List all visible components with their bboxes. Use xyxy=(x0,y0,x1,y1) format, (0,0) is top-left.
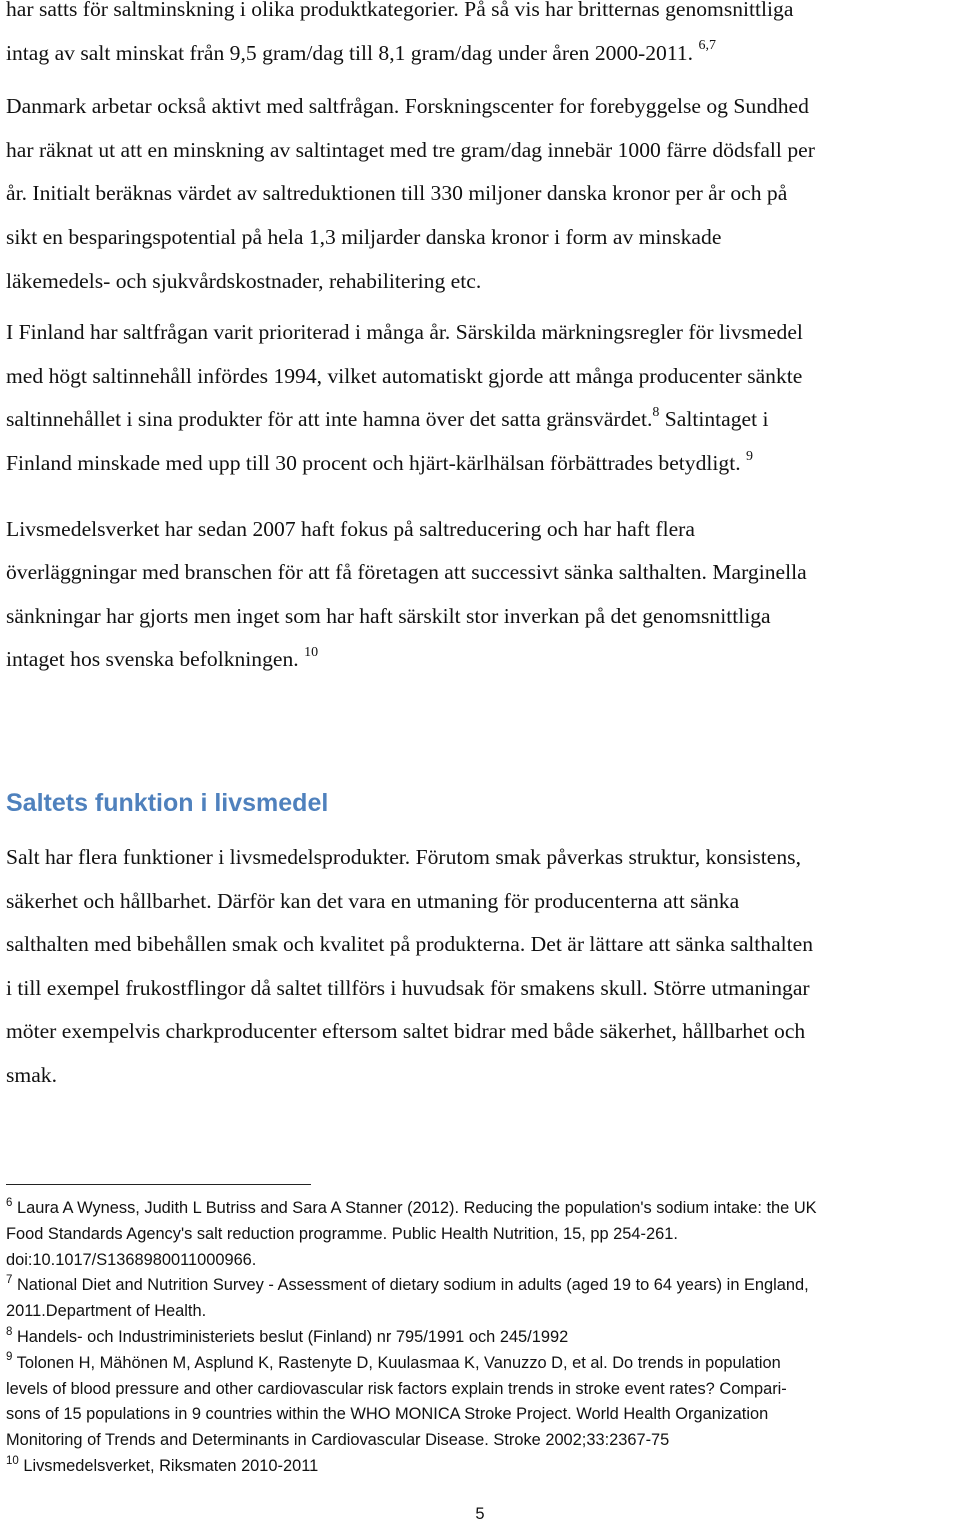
text-line: Livsmedelsverket har sedan 2007 haft fokus på saltreducering och har haft flera xyxy=(6,516,695,541)
footnote-line: Monitoring of Trends and Determinants in Cardiovascular Disease. Stroke 2002;33:2367-75 xyxy=(6,1431,670,1450)
footnote-line: levels of blood pressure and other cardiovascular risk factors explain trends in stroke event rates? Compari- xyxy=(6,1379,787,1398)
text-line-content: intag av salt minskat från 9,5 gram/dag till 8,1 gram/dag under åren 2000-2011. xyxy=(6,40,694,65)
text-line: läkemedels- och sjukvårdskostnader, rehabilitering etc. xyxy=(6,268,482,293)
text-line: Salt har flera funktioner i livsmedelsprodukter. Förutom smak påverkas struktur, konsistens, xyxy=(6,844,801,869)
text-line: smak. xyxy=(6,1062,57,1087)
footnote-line: Food Standards Agency's salt reduction programme. Public Health Nutrition, 15, pp 254-261. xyxy=(6,1224,678,1243)
footnote-line xyxy=(6,1196,956,1222)
footnote-line xyxy=(6,1454,956,1480)
text-line: Danmark arbetar också aktivt med saltfrågan. Forskningscenter for forebyggelse og Sundhed xyxy=(6,94,809,119)
footnote-line xyxy=(6,1351,956,1377)
text-line xyxy=(6,32,956,76)
paragraph-denmark xyxy=(6,85,956,303)
footnote-ref-8[interactable]: 8 xyxy=(652,405,660,421)
footnote-7 xyxy=(6,1273,956,1325)
footnote-line: sons of 15 populations in 9 countries within the WHO MONICA Stroke Project. World Health Organization xyxy=(6,1405,769,1424)
footnote-line xyxy=(6,1325,956,1351)
footnote-number: 10 xyxy=(6,1454,19,1467)
paragraph-salt-function xyxy=(6,836,956,1098)
footnote-text: Handels- och Industriministeriets beslut (Finland) nr 795/1991 och 245/1992 xyxy=(16,1327,569,1346)
text-line xyxy=(6,638,956,682)
text-line-content: saltinnehållet i sina produkter för att inte hamna över det satta gränsvärdet. xyxy=(6,407,653,432)
text-line: salthalten med bibehållen smak och kvalitet på produkterna. Det är lättare att sänka salthalten xyxy=(6,932,814,957)
text-line: säkerhet och hållbarhet. Därför kan det vara en utmaning för producenterna att sänka xyxy=(6,888,740,913)
footnote-text: Laura A Wyness, Judith L Butriss and Sara A Stanner (2012). Reducing the population's sodium intake: the UK xyxy=(16,1199,817,1217)
text-line: i till exempel frukostflingor då saltet tillförs i huvudsak för smakens skull. Större utmaningar xyxy=(6,975,810,1000)
text-line: har räknat ut att en minskning av saltintaget med tre gram/dag innebär 1000 färre dödsfall per xyxy=(6,137,815,162)
text-line xyxy=(6,442,956,486)
footnote-number: 8 xyxy=(6,1325,13,1338)
text-line: I Finland har saltfrågan varit prioriterad i många år. Särskilda märkningsregler för livsmedel xyxy=(6,320,803,345)
footnote-10 xyxy=(6,1454,956,1480)
text-line: år. Initialt beräknas värdet av saltreduktionen till 330 miljoner danska kronor per år och på xyxy=(6,181,788,206)
page-number: 5 xyxy=(475,1505,485,1523)
footnote-line xyxy=(6,1273,956,1299)
text-line: har satts för saltminskning i olika produktkategorier. På så vis har britternas genomsnittliga xyxy=(6,0,794,21)
text-line-content: Saltintaget i xyxy=(659,407,769,432)
footnote-ref-10[interactable]: 10 xyxy=(304,645,319,661)
paragraph-uk-salt xyxy=(6,0,956,75)
footnote-number: 6 xyxy=(6,1196,13,1209)
text-line-content: intaget hos svenska befolkningen. xyxy=(6,647,299,672)
footnote-line: 2011.Department of Health. xyxy=(6,1302,207,1321)
footnote-line: doi:10.1017/S1368980011000966. xyxy=(6,1250,257,1269)
footnote-ref-9[interactable]: 9 xyxy=(746,448,754,464)
paragraph-finland xyxy=(6,311,956,485)
footnote-separator xyxy=(6,1184,311,1185)
text-line: sikt en besparingspotential på hela 1,3 miljarder danska kronor i form av minskade xyxy=(6,224,722,249)
document-page xyxy=(6,0,956,1097)
text-line-content: Finland minskade med upp till 30 procent och hjärt-kärlhälsan förbättrades betydligt. xyxy=(6,450,741,475)
section-heading: Saltets funktion i livsmedel xyxy=(6,788,329,817)
footnote-number: 7 xyxy=(6,1273,13,1286)
footnote-ref-6-7[interactable]: 6,7 xyxy=(698,38,716,54)
text-line: med högt saltinnehåll infördes 1994, vilket automatiskt gjorde att många producenter sänkte xyxy=(6,363,803,388)
text-line: sänkningar har gjorts men inget som har haft särskilt stor inverkan på det genomsnittliga xyxy=(6,603,771,628)
footnote-text: National Diet and Nutrition Survey - Assessment of dietary sodium in adults (aged 19 to 64 years) in England, xyxy=(16,1276,809,1295)
text-line: möter exempelvis charkproducenter eftersom saltet bidrar med både säkerhet, hållbarhet och xyxy=(6,1019,806,1044)
text-line xyxy=(6,398,956,442)
footnote-9 xyxy=(6,1351,956,1454)
footnote-text: Tolonen H, Mähönen M, Asplund K, Rastenyte D, Kuulasmaa K, Vanuzzo D, et al. Do trends in population xyxy=(16,1353,781,1372)
footnotes xyxy=(6,1196,956,1480)
paragraph-livsmedelsverket xyxy=(6,508,956,682)
footnote-8 xyxy=(6,1325,956,1351)
text-line: överläggningar med branschen för att få företagen att successivt sänka salthalten. Marginella xyxy=(6,560,807,585)
footnote-6 xyxy=(6,1196,956,1273)
footnote-text: Livsmedelsverket, Riksmaten 2010-2011 xyxy=(23,1456,319,1475)
footnote-number: 9 xyxy=(6,1351,13,1364)
